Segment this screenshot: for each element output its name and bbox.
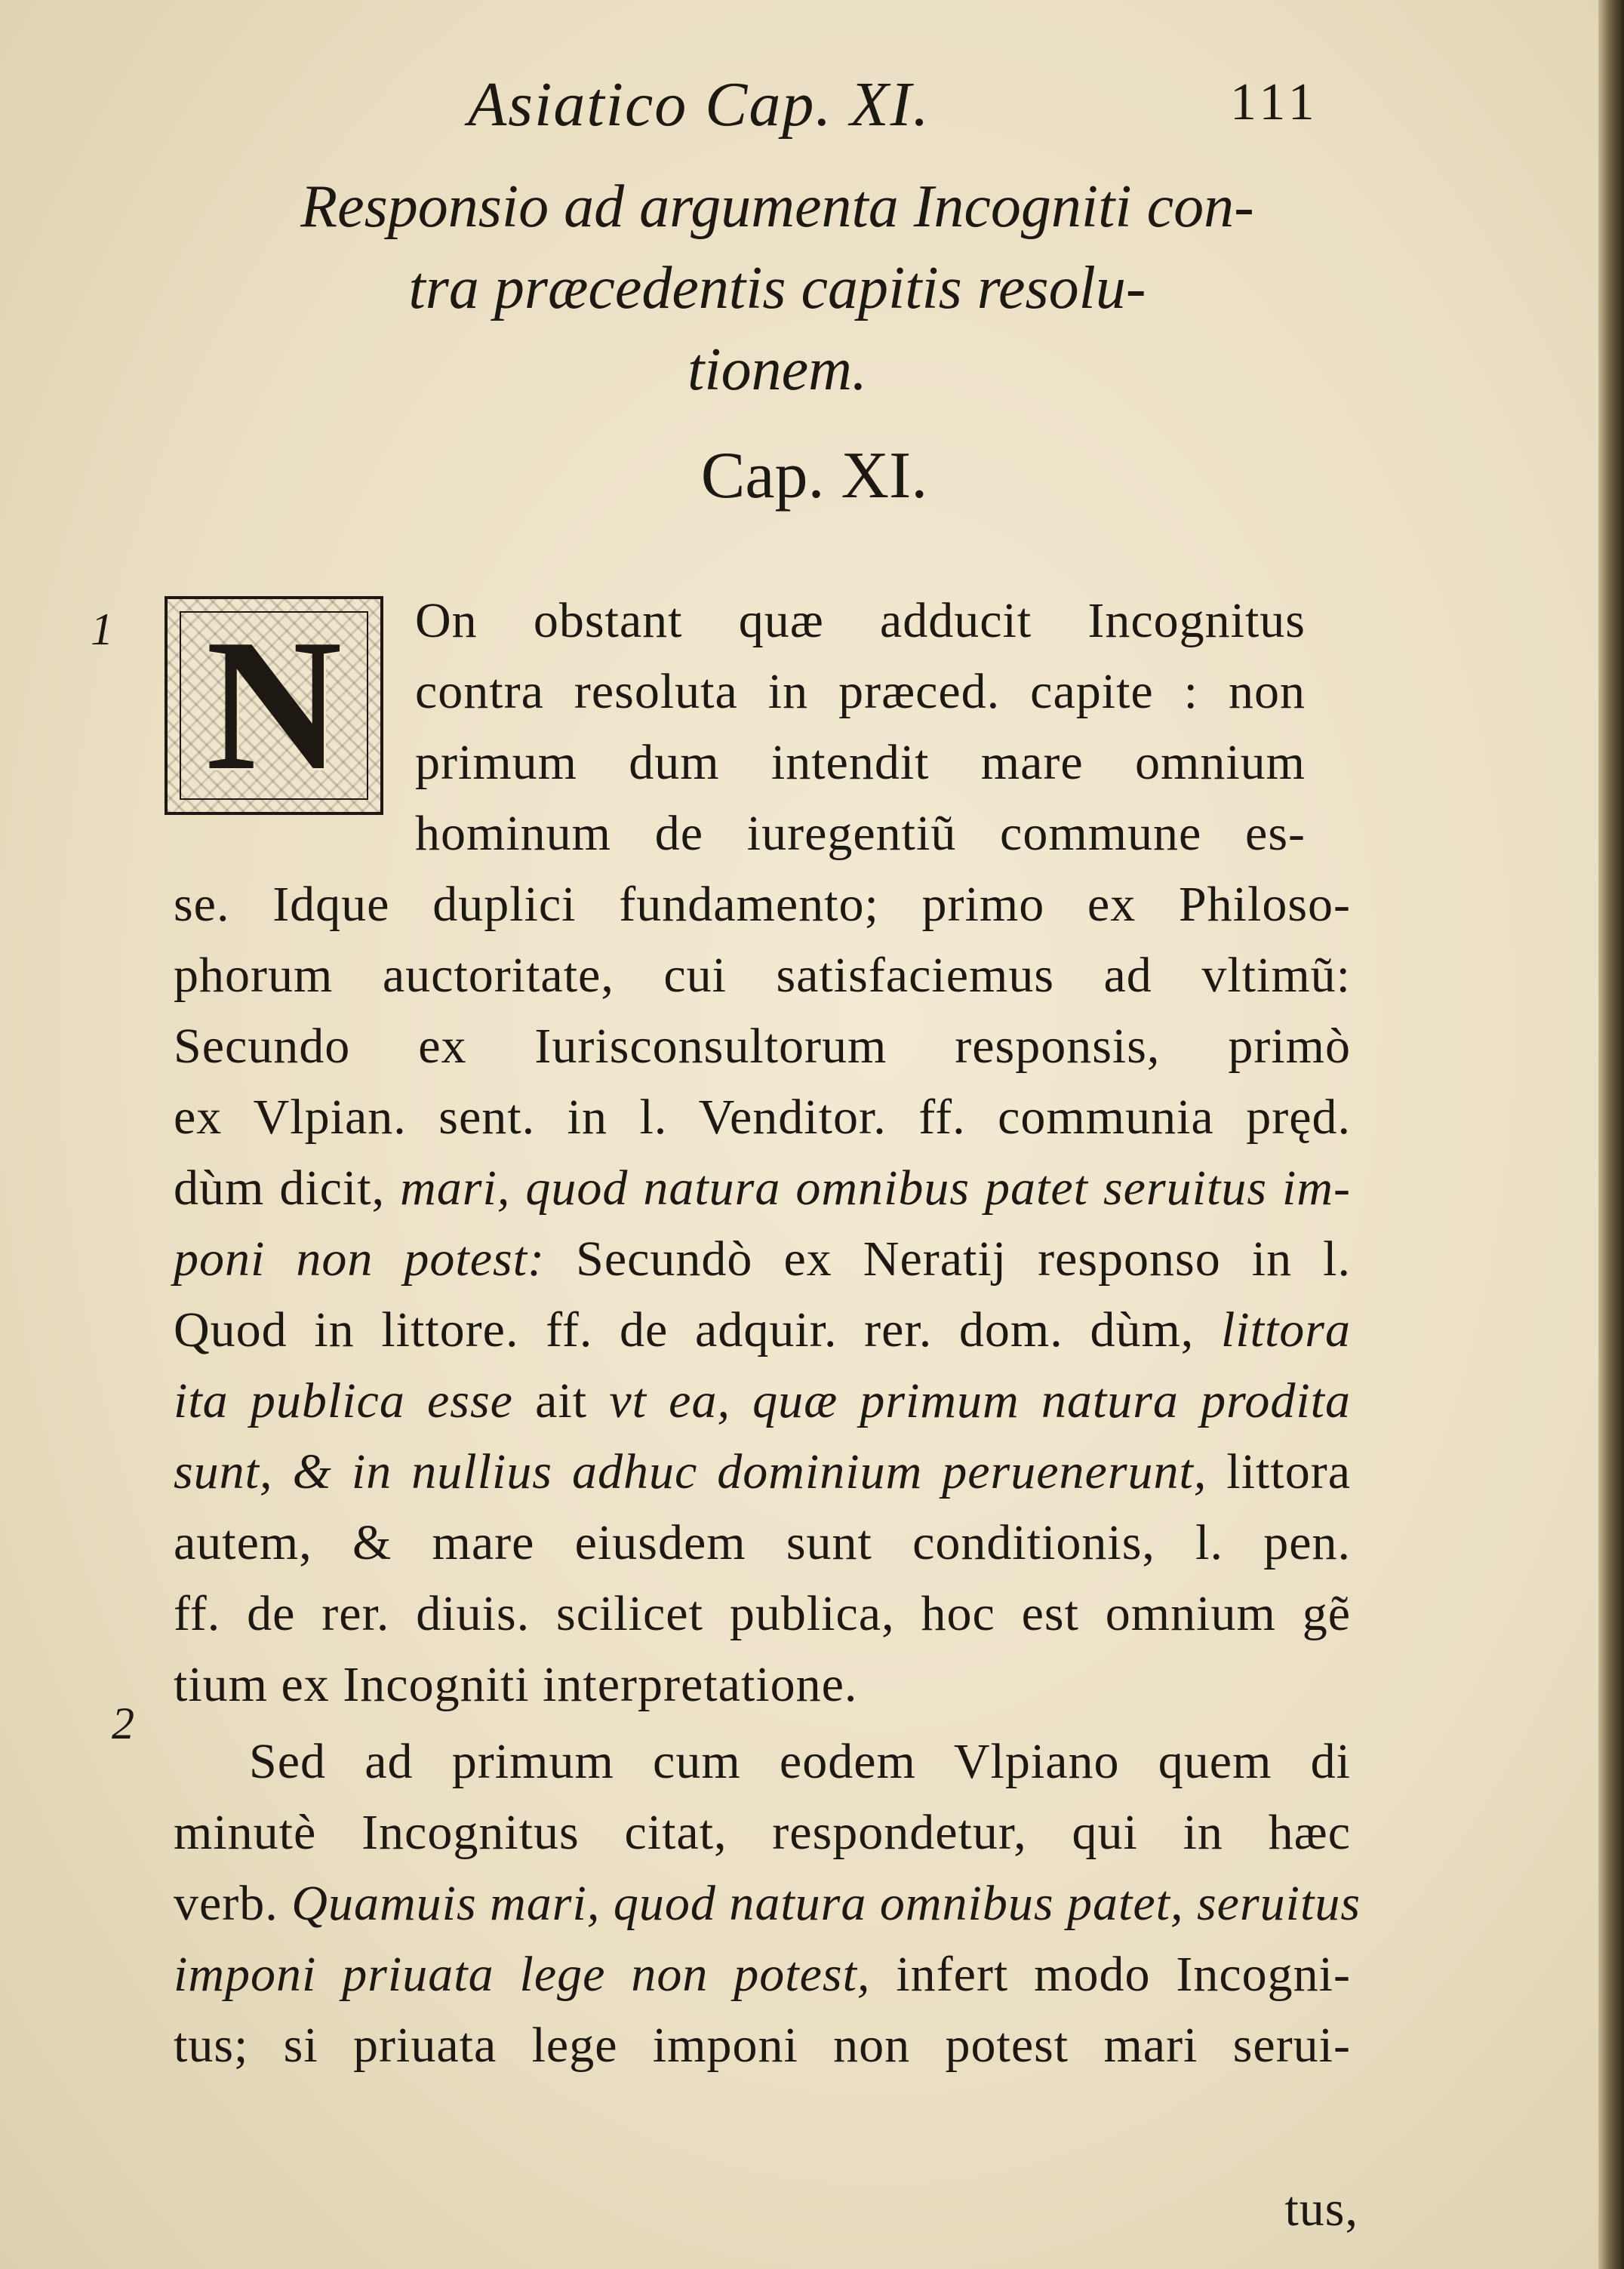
text-line: tus; si priuata lege imponi non potest mari serui- [174, 2018, 1351, 2073]
text-run: littora [1226, 1444, 1351, 1499]
text-line: phorum auctoritate, cui satisfaciemus ad vltimũ: [174, 948, 1351, 1003]
text-line: ex Vlpian. sent. in l. Venditor. ff. communia pręd. [174, 1090, 1351, 1145]
text-run: littora [1220, 1302, 1351, 1357]
text-run: Quod in littore. ff. de adquir. rer. dom. dùm, [174, 1302, 1221, 1357]
text-line [174, 1373, 1351, 1430]
text-run: sunt, & in nullius adhuc dominium peruenerunt, [174, 1444, 1227, 1499]
text-run: Quamuis mari, quod natura omnibus patet, seruitus [291, 1876, 1361, 1931]
text-line: On obstant quæ adducit Incognitus [415, 593, 1306, 648]
margin-number-1: 1 [91, 604, 113, 654]
chapter-label: Cap. XI. [700, 439, 928, 512]
text-run: ait [535, 1373, 610, 1428]
margin-number-2: 2 [112, 1699, 134, 1748]
initial-letter: N [205, 601, 343, 810]
text-line [174, 1231, 1351, 1288]
text-line [174, 1302, 1351, 1359]
chapter-heading [174, 166, 1381, 410]
text-line: autem, & mare eiusdem sunt conditionis, l. pen. [174, 1515, 1351, 1570]
text-run: vt ea, quæ primum natura prodita [609, 1373, 1351, 1428]
text-line: minutè Incognitus citat, respondetur, qui in hæc [174, 1805, 1351, 1860]
text-line: contra resoluta in præced. capite : non [415, 664, 1306, 719]
text-line [174, 1443, 1351, 1501]
book-fore-edge [1598, 0, 1624, 2269]
text-run: infert modo Incogni- [896, 1947, 1351, 2002]
text-line: primum dum intendit mare omnium [415, 735, 1306, 790]
heading-line: tionem. [687, 337, 867, 403]
text-line: tium ex Incogniti interpretatione. [174, 1657, 858, 1712]
text-line [174, 1160, 1351, 1217]
text-run: Secundò ex Neratij responso in l. [576, 1231, 1351, 1287]
text-run: mari, quod natura omnibus patet seruitus im- [400, 1161, 1351, 1216]
text-run: dùm dicit, [174, 1161, 401, 1216]
text-line [174, 1875, 1361, 1932]
catchword: tus, [1284, 2181, 1358, 2237]
text-line [174, 1946, 1351, 2003]
decorated-initial [165, 596, 383, 815]
text-line: Sed ad primum cum eodem Vlpiano quem di [249, 1734, 1351, 1789]
running-title: Asiatico Cap. XI. [468, 69, 930, 140]
page-number: 111 [1230, 73, 1319, 131]
heading-line: tra præcedentis capitis resolu- [408, 255, 1146, 321]
text-line: Secundo ex Iurisconsultorum responsis, primò [174, 1019, 1351, 1074]
heading-line: Responsio ad argumenta Incogniti con- [300, 174, 1254, 240]
text-run: poni non potest: [174, 1231, 577, 1287]
text-run: verb. [174, 1876, 292, 1931]
text-line: hominum de iuregentiũ commune es- [415, 806, 1306, 861]
text-run: ita publica esse [174, 1373, 536, 1428]
text-line: se. Idque duplici fundamento; primo ex Philoso- [174, 877, 1351, 932]
text-line: ff. de rer. diuis. scilicet publica, hoc est omnium gẽ [174, 1586, 1351, 1641]
text-run: imponi priuata lege non potest, [174, 1947, 897, 2002]
